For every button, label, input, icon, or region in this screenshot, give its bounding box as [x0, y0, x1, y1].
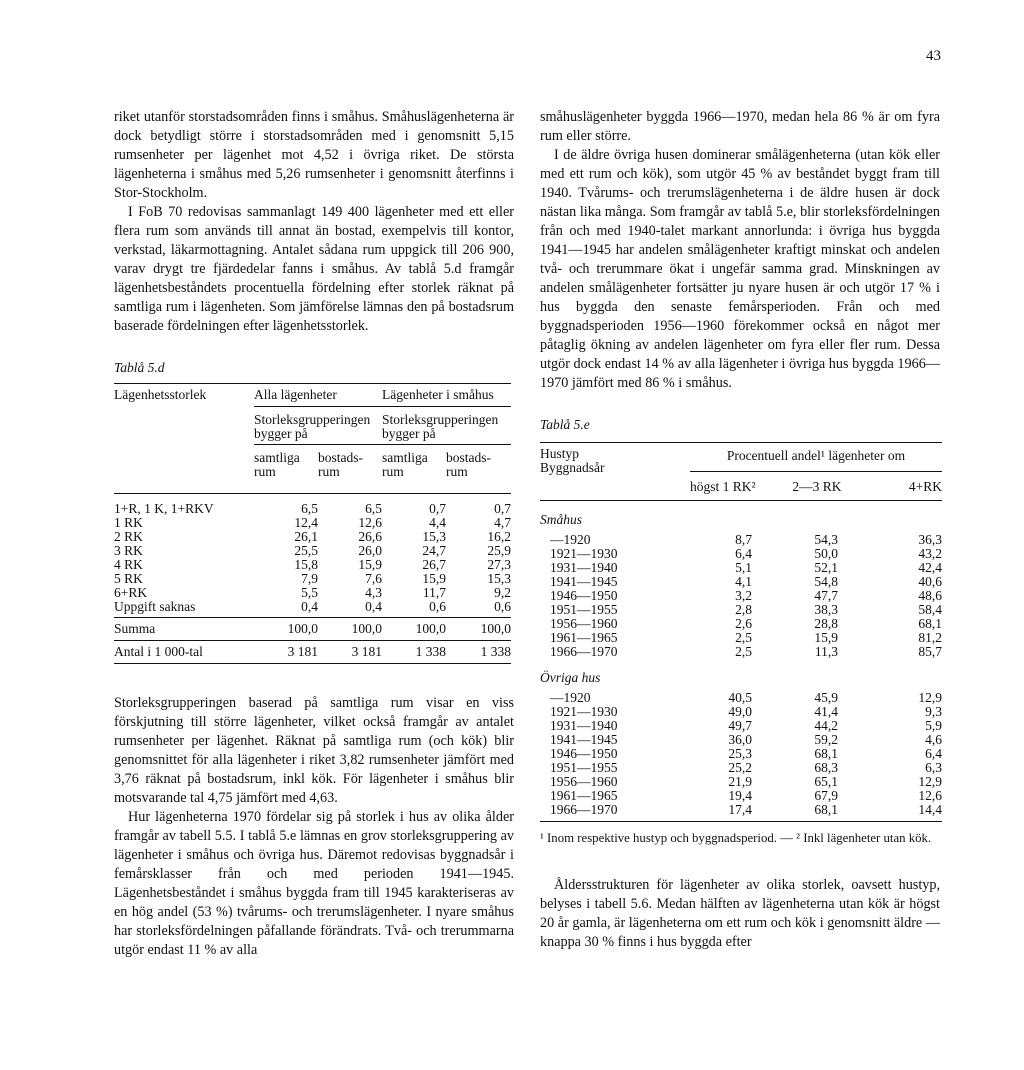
- row-label: —1920: [550, 532, 591, 547]
- table-cell: 15,3: [422, 529, 446, 544]
- table-cell: 11,3: [814, 644, 838, 659]
- row-label: 1966—1970: [550, 802, 618, 817]
- table-row: [114, 586, 511, 600]
- row-label: 1 RK: [114, 515, 143, 530]
- row-label: 1931—1940: [550, 560, 618, 575]
- table-cell: 25,3: [728, 746, 752, 761]
- table-cell: 6,5: [365, 501, 382, 516]
- table-cell: 6,5: [301, 501, 318, 516]
- table-cell: 12,9: [918, 774, 942, 789]
- table-cell: 85,7: [918, 644, 942, 659]
- table-row: [540, 705, 942, 719]
- table-cell: 0,4: [365, 599, 382, 614]
- table-cell: 41,4: [814, 704, 838, 719]
- table-cell: 45,9: [814, 690, 838, 705]
- table-cell: 38,3: [814, 602, 838, 617]
- table-row: [114, 558, 511, 572]
- table-cell: 9,3: [925, 704, 942, 719]
- table-cell: 28,8: [814, 616, 838, 631]
- row-label: 1961—1965: [550, 630, 618, 645]
- table-cell: 27,3: [487, 557, 511, 572]
- table-cell: 12,6: [358, 515, 382, 530]
- table-cell: 6,3: [925, 760, 942, 775]
- row-label: 1961—1965: [550, 788, 618, 803]
- table-cell: 49,0: [728, 704, 752, 719]
- table-row: [540, 789, 942, 803]
- row-label: 1956—1960: [550, 774, 618, 789]
- body-paragraph: Hur lägenheterna 1970 fördelar sig på storlek i hus av olika ålder framgår av tabell 5.5. I tablå 5.e lämnas en grov storleksgruppering av lägenheter i småhus och övriga hus. Däremot redovisas byggnadsår i femårsklasser från och med perioden 1941—1945. Lägenhetsbeståndet i småhus byggda fram till 1945 karakteriseras av en hög andel (53 %) tvårums- och trerumslägenheter. I nyare småhus har storleksfördelningen påfallande förändrats. Två- och trerummarna utgör endast 11 % av alla: [114, 809, 514, 958]
- table-cell: 48,6: [918, 588, 942, 603]
- row-label: 3 RK: [114, 543, 143, 558]
- table-cell: 68,1: [814, 802, 838, 817]
- table-cell: 68,1: [814, 746, 838, 761]
- table-stub-header: Hustyp: [540, 446, 580, 461]
- table-cell: 81,2: [918, 630, 942, 645]
- table-cell: 26,7: [422, 557, 446, 572]
- table-cell: 25,9: [487, 543, 511, 558]
- table-row: [114, 530, 511, 544]
- table-cell: 2,5: [735, 644, 752, 659]
- table-row: [540, 775, 942, 789]
- table-cell: 52,1: [814, 560, 838, 575]
- table-cell: 2,8: [735, 602, 752, 617]
- table-cell: 43,2: [918, 546, 942, 561]
- table-row: [114, 572, 511, 586]
- body-paragraph: småhuslägenheter byggda 1966—1970, medan hela 86 % är om fyra rum eller större.: [540, 109, 940, 144]
- table-cell: 67,9: [814, 788, 838, 803]
- row-label: 1+R, 1 K, 1+RKV: [114, 501, 214, 516]
- table-caption: Tablå 5.e: [540, 417, 590, 432]
- table-cell: 40,5: [728, 690, 752, 705]
- table-row: [540, 589, 942, 603]
- table-cell: 15,9: [358, 557, 382, 572]
- table-cell: 15,3: [487, 571, 511, 586]
- table-cell: 8,7: [735, 532, 752, 547]
- table-row-summa: Summa 100,0 100,0 100,0 100,0: [114, 621, 511, 636]
- table-cell: 40,6: [918, 574, 942, 589]
- table-footnote: ¹ Inom respektive hustyp och byggnadsperiod. — ² Inkl lägenheter utan kök.: [540, 831, 932, 845]
- table-cell: 19,4: [728, 788, 752, 803]
- row-label: 4 RK: [114, 557, 143, 572]
- table-cell: 9,2: [494, 585, 511, 600]
- row-label: 5 RK: [114, 571, 143, 586]
- table-row-antal: Antal i 1 000-tal 3 181 3 181 1 338 1 338: [114, 644, 511, 659]
- row-label: 1966—1970: [550, 644, 618, 659]
- table-cell: 15,9: [422, 571, 446, 586]
- table-cell: 0,6: [429, 599, 446, 614]
- table-stub-header: Byggnadsår: [540, 460, 605, 475]
- table-cell: 58,4: [918, 602, 942, 617]
- row-label: 1951—1955: [550, 760, 618, 775]
- row-label: 2 RK: [114, 529, 143, 544]
- row-label: 1931—1940: [550, 718, 618, 733]
- table-group-header: Procentuell andel¹ lägenheter om: [690, 445, 942, 472]
- table-cell: 4,4: [429, 515, 446, 530]
- table-cell: 0,4: [301, 599, 318, 614]
- table-cell: 15,8: [294, 557, 318, 572]
- table-cell: 25,2: [728, 760, 752, 775]
- table-cell: 47,7: [814, 588, 838, 603]
- table-cell: 16,2: [487, 529, 511, 544]
- table-5d: [114, 383, 511, 664]
- table-5e: [540, 442, 942, 822]
- table-cell: 17,4: [728, 802, 752, 817]
- row-label: 1951—1955: [550, 602, 618, 617]
- table-col-header: bostads- rum: [446, 450, 491, 479]
- table-cell: 36,3: [918, 532, 942, 547]
- table-row: [540, 719, 942, 733]
- row-label: 1921—1930: [550, 546, 618, 561]
- body-paragraph: Storleksgrupperingen baserad på samtliga rum visar en viss förskjutning till större lägenheter, vilket också framgår av antalet rumsenheter per lägenhet. Räknat på samtliga rum (och kök) blir genomsnittet för alla lägenheter i riket 3,82 rumsenheter jämfört med 3,76 räknat på bostadsrum, inkl kök. För lägenheter i småhus blir motsvarande tal 4,75 jämfört med 4,63.: [114, 695, 514, 806]
- table-cell: 65,1: [814, 774, 838, 789]
- table-row: [540, 803, 942, 817]
- table-cell: 24,7: [422, 543, 446, 558]
- table-cell: 12,6: [918, 788, 942, 803]
- table-col-header: samtliga rum: [382, 450, 428, 479]
- section-label: Småhus: [540, 512, 583, 527]
- row-label: 1921—1930: [550, 704, 618, 719]
- table-row: [540, 645, 942, 659]
- left-column: [114, 108, 514, 960]
- table-cell: 25,5: [294, 543, 318, 558]
- row-label: 1956—1960: [550, 616, 618, 631]
- table-cell: 7,9: [301, 571, 318, 586]
- table-caption: Tablå 5.d: [114, 360, 165, 375]
- table-cell: 68,1: [918, 616, 942, 631]
- table-cell: 26,0: [358, 543, 382, 558]
- table-cell: 26,1: [294, 529, 318, 544]
- body-paragraph: Åldersstrukturen för lägenheter av olika storlek, oavsett hustyp, belyses i tabell 5.6. Medan hälften av lägenheterna utan kök är högst 20 år gamla, är lägenheterna om ett rum och kök i genomsnitt äldre — knappa 30 % finns i hus byggda efter: [540, 877, 940, 950]
- table-cell: 7,6: [365, 571, 382, 586]
- table-stub-header: Lägenhetsstorlek: [114, 387, 207, 402]
- table-cell: 26,6: [358, 529, 382, 544]
- table-cell: 49,7: [728, 718, 752, 733]
- table-row: [540, 533, 942, 547]
- body-paragraph: I de äldre övriga husen dominerar smålägenheterna (utan kök eller med ett rum och kök), som utgör 45 % av beståndet byggt fram till 1940. Tvårums- och trerumslägenheterna i de äldre husen är dock nästan lika många. Som framgår av tablå 5.e, blir storleksfördelningen från och med 1940-talet markant annorlunda: i övriga hus byggda 1941—1945 har andelen smålägenheter kraftigt minskat och andelen två- och trerummare ökat i ungefär samma grad. Minskningen av andelen smålägenheter fortsätter ju nyare husen är och utgör 17 % i hus byggda den senaste femårsperioden. Från och med byggnadsperioden 1956—1960 förekommer också en något mer påtaglig ökning av andelen lägenheter om fyra eller fler rum. Dessa utgör dock endast 14 % av alla lägenheter i övriga hus byggda 1966—1970 jämfört med 86 % i småhus.: [540, 147, 940, 391]
- table-cell: 5,5: [301, 585, 318, 600]
- table-cell: 5,9: [925, 718, 942, 733]
- row-label: 1946—1950: [550, 588, 618, 603]
- table-cell: 0,7: [429, 501, 446, 516]
- table-row: [114, 600, 511, 614]
- page-number: 43: [926, 48, 941, 64]
- table-cell: 11,7: [422, 585, 446, 600]
- row-label: 1941—1945: [550, 732, 618, 747]
- table-cell: 68,3: [814, 760, 838, 775]
- table-group-header: Alla lägenheter: [254, 387, 337, 402]
- table-row: [540, 547, 942, 561]
- table-row: [540, 691, 942, 705]
- table-cell: 14,4: [918, 802, 942, 817]
- table-col-header: samtliga rum: [254, 450, 300, 479]
- section-label: Övriga hus: [540, 670, 601, 685]
- table-row: [540, 733, 942, 747]
- table-cell: 42,4: [918, 560, 942, 575]
- table-cell: 4,3: [365, 585, 382, 600]
- table-cell: 12,9: [918, 690, 942, 705]
- table-row: [114, 544, 511, 558]
- table-cell: 2,6: [735, 616, 752, 631]
- row-label: 1941—1945: [550, 574, 618, 589]
- table-row: [540, 603, 942, 617]
- table-cell: 6,4: [925, 746, 942, 761]
- table-row: [540, 575, 942, 589]
- table-group-header: Lägenheter i småhus: [382, 387, 494, 402]
- table-cell: 6,4: [735, 546, 752, 561]
- table-cell: 4,7: [494, 515, 511, 530]
- table-cell: 59,2: [814, 732, 838, 747]
- table-cell: 50,0: [814, 546, 838, 561]
- table-row: [114, 516, 511, 530]
- table-col-header: bostads- rum: [318, 450, 363, 479]
- table-cell: 2,5: [735, 630, 752, 645]
- body-paragraph: I FoB 70 redovisas sammanlagt 149 400 lägenheter med ett eller flera rum som används till annat än bostad, exempelvis till kontor, verkstad, läkarmottagning. Antalet sådana rum uppgick till 206 900, varav drygt tre fjärdedelar fanns i småhus. Av tablå 5.d framgår lägenhetsbeståndets procentuella fördelning efter storlek räknat på samtliga rum i lägenheten. Som jämförelse lämnas den på bostadsrum baserade fördelningen efter lägenhetsstorlek.: [114, 204, 514, 334]
- table-cell: 54,3: [814, 532, 838, 547]
- row-label: 1946—1950: [550, 746, 618, 761]
- table-cell: 15,9: [814, 630, 838, 645]
- table-row: [540, 761, 942, 775]
- table-cell: 54,8: [814, 574, 838, 589]
- right-column: [540, 108, 940, 952]
- body-paragraph: riket utanför storstadsområden finns i småhus. Småhuslägenheterna är dock betydligt större i storstadsområden med i genomsnitt 5,15 rumsenheter per lägenhet mot 4,52 i övriga riket. De största lägenheterna i småhus med 5,26 rumsenheter i genomsnitt återfinns i Stor-Stockholm.: [114, 109, 514, 201]
- table-cell: 21,9: [728, 774, 752, 789]
- table-subgroup-header: Storleksgrupperingen bygger på: [254, 411, 371, 441]
- table-cell: 44,2: [814, 718, 838, 733]
- table-cell: 5,1: [735, 560, 752, 575]
- row-label: Uppgift saknas: [114, 599, 196, 614]
- row-label: 6+RK: [114, 585, 148, 600]
- table-row: [540, 747, 942, 761]
- table-cell: 12,4: [294, 515, 318, 530]
- table-subgroup-header: Storleksgrupperingen bygger på: [382, 411, 499, 441]
- table-row: [540, 631, 942, 645]
- table-col-header: högst 1 RK²: [690, 479, 756, 494]
- table-cell: 0,7: [494, 501, 511, 516]
- table-row: [114, 502, 511, 516]
- table-cell: 4,1: [735, 574, 752, 589]
- table-cell: 3,2: [735, 588, 752, 603]
- table-row: [540, 561, 942, 575]
- table-col-header: 4+RK: [908, 479, 942, 494]
- table-cell: 0,6: [494, 599, 511, 614]
- table-cell: 36,0: [728, 732, 752, 747]
- table-cell: 4,6: [925, 732, 942, 747]
- table-row: [540, 617, 942, 631]
- row-label: —1920: [550, 690, 591, 705]
- table-col-header: 2—3 RK: [792, 479, 842, 494]
